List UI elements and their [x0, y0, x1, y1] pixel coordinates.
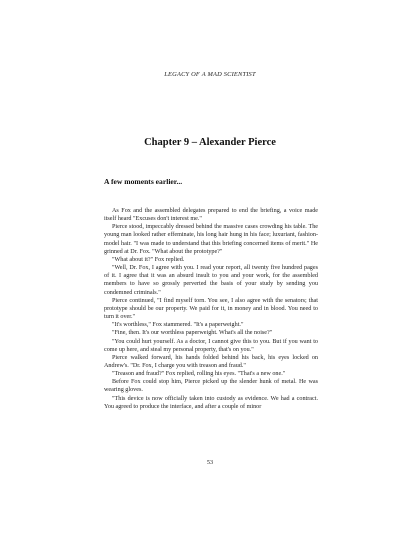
body-text: [104, 207, 318, 411]
section-heading: A few moments earlier...: [104, 177, 183, 186]
running-header: LEGACY OF A MAD SCIENTIST: [164, 71, 256, 78]
paragraph: Pierce stood, impeccably dressed behind the massive cases crowding his table. The young man looked rather effeminate, his long hair hung in his face; luxuriant, fashion-model hair. "I was made to understand that this briefing concerned items of merit." He grinned at Dr. Fox. "What about the prototype?": [104, 224, 318, 255]
paragraph: "This device is now officially taken into custody as evidence. We had a contract. You agreed to produce the interface, and after a couple of minor: [104, 395, 318, 410]
paragraph: Pierce continued, "I find myself torn. You see, I also agree with the senators; that prototype should be our property. We paid for it, in money and in blood. You need to turn it over.": [104, 297, 318, 321]
paragraph: As Fox and the assembled delegates prepared to end the briefing, a voice made itself heard "Excuses don't interest me.": [104, 208, 318, 223]
paragraph: "It's worthless," Fox stammered. "It's a paperweight.": [112, 322, 244, 329]
page-number: 53: [206, 459, 214, 466]
paragraph: Pierce walked forward, his hands folded behind his back, his eyes locked on Andrew's. "Dr. Fox, I charge you with treason and fraud.": [104, 354, 318, 369]
chapter-title: Chapter 9 – Alexander Pierce: [144, 137, 276, 148]
paragraph: "What about it?" Fox replied.: [112, 256, 185, 263]
paragraph: "Treason and fraud?" Fox replied, rolling his eyes. "That's a new one.": [112, 371, 286, 378]
paragraph: "Fine, then. It's our worthless paperweight. What's all the noise?": [112, 330, 273, 337]
paragraph: "Well, Dr. Fox, I agree with you. I read your report, all twenty five hundred pages of it. I agree that it was an absurd insult to you and your work, for the assembled members to have so grossly perverted the basis of your study by sending you condemned criminals.": [104, 265, 318, 296]
paragraph: Before Fox could stop him, Pierce picked up the slender hunk of metal. He was wearing gloves.: [104, 379, 318, 394]
paragraph: "You could hurt yourself. As a doctor, I cannot give this to you. But if you want to come up here, and steal my personal property, that's on you.": [104, 338, 318, 353]
